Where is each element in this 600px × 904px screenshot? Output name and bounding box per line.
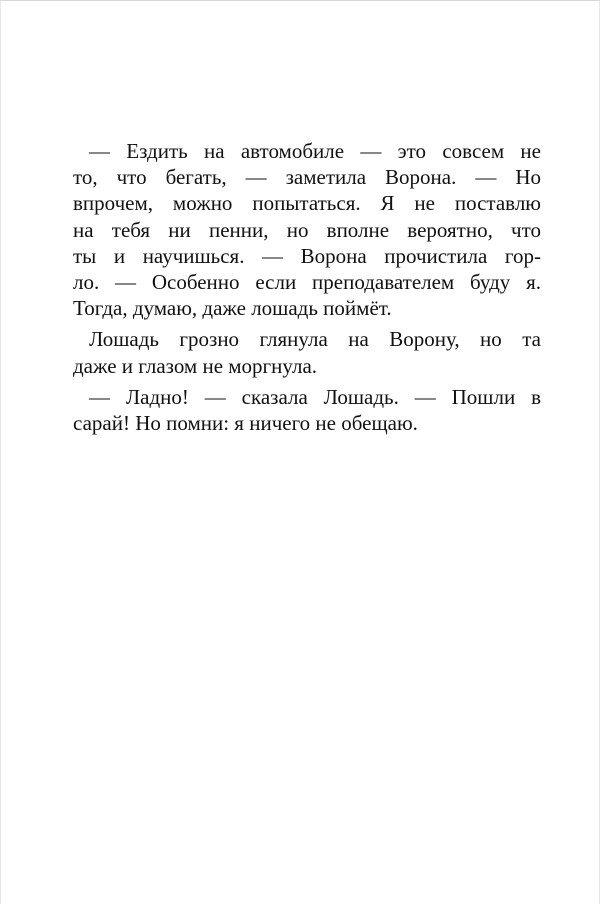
text-line: — Ездить на автомобиле — это совсем не xyxy=(89,139,541,163)
text-line: Лошадь грозно глянула на Ворону, но та xyxy=(89,327,541,352)
text-line: даже и глазом не моргнула. xyxy=(73,353,318,378)
text-line: Тогда, думаю, даже лошадь поймёт. xyxy=(73,296,392,321)
text-line: на тебя ни пенни, но вполне вероятно, что xyxy=(73,217,541,242)
text-line: впрочем, можно попытаться. Я не поставлю xyxy=(73,191,541,216)
text-line: ло. — Особенно если преподавателем буду я. xyxy=(73,269,541,294)
text-line: — Ладно! — сказала Лошадь. — Пошли в xyxy=(89,384,541,409)
text-line: сарай! Но помни: я ничего не обещаю. xyxy=(73,410,418,435)
text-line: то, что бегать, — заметила Ворона. — Но xyxy=(73,165,541,190)
page-text xyxy=(73,138,541,436)
text-line: ты и научишься. — Ворона прочистила гор- xyxy=(73,243,541,268)
